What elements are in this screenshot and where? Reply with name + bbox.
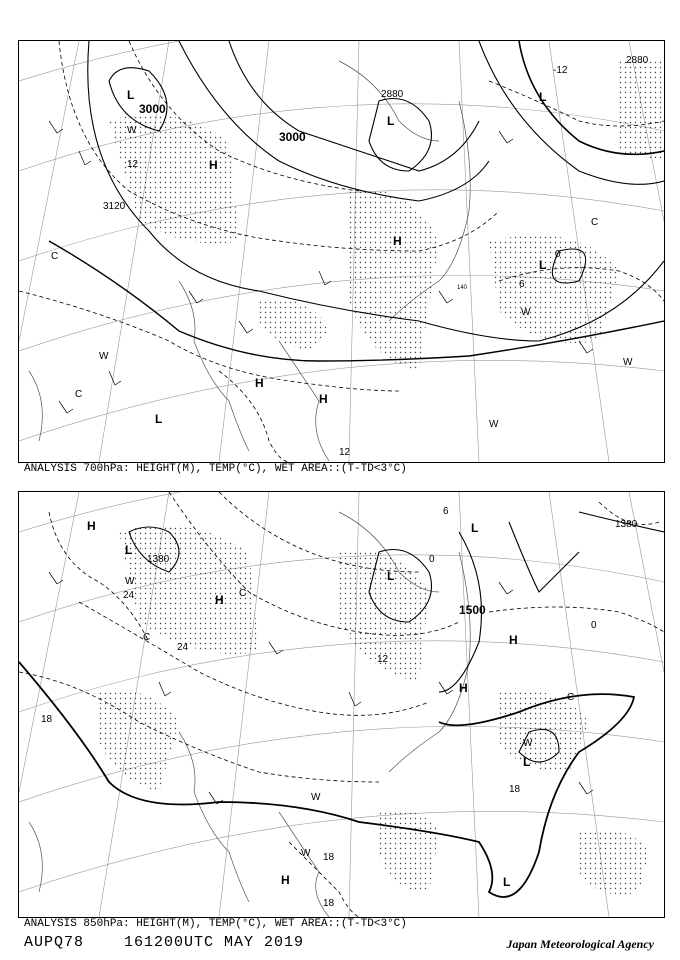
- warm-marker: W: [523, 738, 533, 749]
- cold-marker: C: [239, 588, 247, 599]
- temp-label: 18: [323, 852, 335, 863]
- temp-label: 6: [443, 506, 449, 517]
- warm-marker: W: [623, 357, 633, 368]
- wet-areas: [99, 525, 649, 894]
- longitude-label: 140: [457, 285, 468, 291]
- height-label: 1500: [459, 603, 486, 617]
- temp-label: 12: [339, 447, 351, 458]
- high-marker: H: [255, 376, 264, 390]
- cold-marker: C: [567, 692, 575, 703]
- height-label: 1380: [615, 519, 638, 530]
- height-label: 2880: [626, 55, 649, 66]
- panel-caption-850hpa: ANALYSIS 850hPa: HEIGHT(M), TEMP(°C), WET AREA::(T-TD<3°C): [24, 918, 407, 930]
- low-marker: L: [387, 569, 395, 583]
- temp-label: 0: [429, 554, 435, 565]
- height-label: 1380: [147, 554, 170, 565]
- map-panel-850hpa: [18, 491, 665, 918]
- high-marker: H: [209, 158, 218, 172]
- low-marker: L: [471, 521, 479, 535]
- high-marker: H: [281, 873, 290, 887]
- low-marker: L: [539, 90, 547, 104]
- temp-label: 18: [41, 714, 53, 725]
- height-label: 3120: [103, 201, 126, 212]
- high-marker: H: [87, 519, 96, 533]
- temp-label: 18: [509, 784, 521, 795]
- bulletin-code: AUPQ78 161200UTC MAY 2019: [24, 934, 305, 951]
- agency-name: Japan Meteorological Agency: [506, 937, 654, 951]
- high-marker: H: [319, 392, 328, 406]
- height-label: 3000: [139, 102, 166, 116]
- temp-label: 0: [591, 620, 597, 631]
- cold-marker: C: [51, 251, 59, 262]
- temp-label: 0: [555, 249, 561, 260]
- low-marker: L: [127, 88, 135, 102]
- warm-marker: W: [489, 419, 499, 430]
- temp-label: 24: [123, 590, 135, 601]
- warm-marker: W: [311, 792, 321, 803]
- cold-marker: C: [591, 217, 599, 228]
- height-label: 2880: [381, 89, 404, 100]
- high-marker: H: [393, 234, 402, 248]
- cold-marker: C: [143, 632, 151, 643]
- map-panel-700hpa: [18, 40, 665, 463]
- warm-marker: W: [125, 576, 135, 587]
- warm-marker: W: [127, 125, 137, 136]
- warm-marker: W: [521, 307, 531, 318]
- low-marker: L: [539, 258, 547, 272]
- temp-label: 12: [127, 159, 139, 170]
- temp-label: 24: [177, 642, 189, 653]
- warm-marker: W: [99, 351, 109, 362]
- low-marker: L: [523, 755, 531, 769]
- panel-caption-700hpa: ANALYSIS 700hPa: HEIGHT(M), TEMP(°C), WET AREA::(T-TD<3°C): [24, 463, 407, 475]
- wet-areas: [109, 61, 664, 371]
- map-700hpa: [19, 41, 664, 462]
- map-850hpa: [19, 492, 664, 917]
- low-marker: L: [155, 412, 163, 426]
- cold-marker: C: [75, 389, 83, 400]
- temp-label: -12: [553, 65, 568, 76]
- temp-label: 12: [377, 654, 389, 665]
- temp-label: 6: [519, 279, 525, 290]
- high-marker: H: [215, 593, 224, 607]
- temp-label: 18: [323, 898, 335, 909]
- height-label: 3000: [279, 130, 306, 144]
- low-marker: L: [503, 875, 511, 889]
- high-marker: H: [459, 681, 468, 695]
- high-marker: H: [509, 633, 518, 647]
- low-marker: L: [387, 114, 395, 128]
- low-marker: L: [125, 543, 133, 557]
- warm-marker: W: [301, 848, 311, 859]
